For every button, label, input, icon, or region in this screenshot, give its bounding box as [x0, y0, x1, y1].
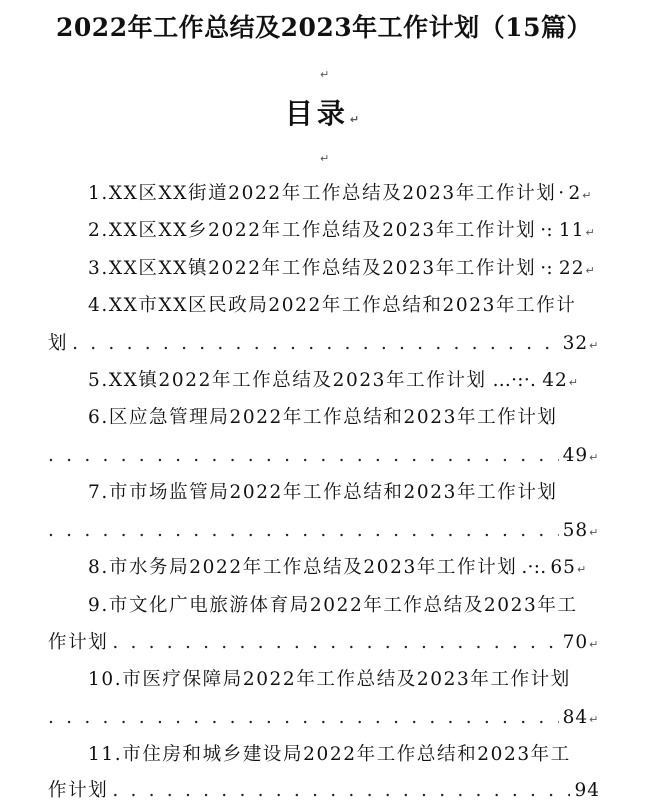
toc-entry-6-continuation[interactable]: [48, 443, 600, 471]
paragraph-mark-icon: ↵: [568, 376, 580, 389]
toc-entry-text: 3.XX区XX镇2022年工作总结及2023年工作计划: [88, 258, 537, 279]
toc-entry-text-cont: 作计划: [48, 632, 109, 653]
toc-entry-page: 70: [562, 632, 589, 653]
toc-entry-page: 58: [562, 520, 589, 541]
paragraph-mark-icon: ↵: [589, 451, 600, 464]
toc-entry-1[interactable]: [48, 181, 600, 209]
toc-entry-7-continuation[interactable]: [48, 518, 600, 546]
toc-entry-leader: ...·:·.: [492, 370, 537, 391]
paragraph-mark-icon: ↵: [582, 189, 594, 202]
paragraph-mark-icon: ↵: [585, 226, 597, 239]
paragraph-mark-icon: ↵: [320, 68, 330, 81]
paragraph-mark-icon: ↵: [576, 563, 588, 576]
toc-entry-page: 42: [542, 370, 568, 391]
toc-entry-text: 4.XX市XX区民政局2022年工作总结和2023年工作计: [88, 295, 577, 316]
toc-entry-page: 32: [562, 333, 589, 354]
toc-entry-page: 94: [574, 780, 600, 801]
toc-entry-6[interactable]: [48, 405, 600, 431]
toc-entry-leader: [112, 778, 570, 804]
toc-entry-2[interactable]: [48, 218, 600, 246]
paragraph-mark-icon: ↵: [585, 264, 597, 277]
toc-entry-10[interactable]: [48, 667, 600, 693]
toc-entry-7[interactable]: [48, 480, 600, 506]
document-title: 2022年工作总结及2023年工作计划（15篇）: [56, 13, 592, 42]
toc-entry-text: 6.区应急管理局2022年工作总结和2023年工作计划: [88, 407, 558, 428]
toc-entry-3[interactable]: [48, 256, 600, 284]
toc-entry-page: 84: [562, 707, 589, 728]
toc-entry-page: 49: [562, 445, 589, 466]
toc-entry-text: 5.XX镇2022年工作总结及2023年工作计划: [88, 370, 487, 391]
toc-entry-9-continuation[interactable]: [48, 630, 600, 658]
toc-entry-5[interactable]: [48, 368, 600, 396]
toc-entry-leader: ·:: [540, 258, 553, 279]
toc-entry-9[interactable]: [48, 593, 600, 619]
toc-entry-text: 1.XX区XX街道2022年工作总结及2023年工作计划: [88, 183, 557, 204]
toc-entry-page: 65: [550, 557, 576, 578]
toc-entry-text: 2.XX区XX乡2022年工作总结及2023年工作计划: [88, 220, 537, 241]
paragraph-mark-icon: ↵: [589, 638, 600, 651]
toc-entry-page: 22: [558, 258, 585, 279]
toc-entry-text: 10.市医疗保障局2022年工作总结及2023年工作计划: [88, 669, 571, 690]
toc-entry-text-cont: 划: [48, 333, 69, 354]
toc-entry-leader: .·:.: [521, 557, 547, 578]
toc-entry-8[interactable]: [48, 555, 600, 583]
toc-entry-leader: ·:: [540, 220, 553, 241]
toc-entry-text: 9.市文化广电旅游体育局2022年工作总结及2023年工: [88, 595, 578, 616]
paragraph-mark-icon: ↵: [589, 713, 600, 726]
toc-entry-text-cont: 作计划: [48, 780, 109, 801]
toc-entry-text: 11.市住房和城乡建设局2022年工作总结和2023年工: [88, 744, 571, 765]
toc-heading: [0, 92, 648, 132]
toc-heading-text: 目录: [284, 97, 349, 130]
toc-entry-leader: ·: [558, 183, 565, 204]
toc-entry-text: 7.市市场监管局2022年工作总结和2023年工作计划: [88, 482, 558, 503]
paragraph-mark-icon: ↵: [589, 526, 600, 539]
toc-entry-leader: [48, 518, 559, 544]
toc-entry-leader: [48, 443, 559, 469]
toc-entry-text: 8.市水务局2022年工作总结及2023年工作计划: [88, 557, 518, 578]
toc-entry-4[interactable]: [48, 293, 600, 319]
toc-entry-11-continuation[interactable]: [48, 778, 600, 804]
toc-entry-11[interactable]: [48, 742, 600, 768]
toc-entry-4-continuation[interactable]: [48, 331, 600, 359]
toc-entry-leader: [112, 630, 558, 656]
toc-entry-leader: [48, 705, 559, 731]
paragraph-mark-icon: ↵: [589, 339, 600, 352]
toc-entry-leader: [72, 331, 559, 357]
paragraph-mark-icon: ↵: [349, 113, 364, 126]
toc-entry-10-continuation[interactable]: [48, 705, 600, 733]
paragraph-mark-icon: ↵: [320, 152, 330, 165]
toc-entry-page: 11: [558, 220, 585, 241]
toc-entry-page: 2: [568, 183, 582, 204]
